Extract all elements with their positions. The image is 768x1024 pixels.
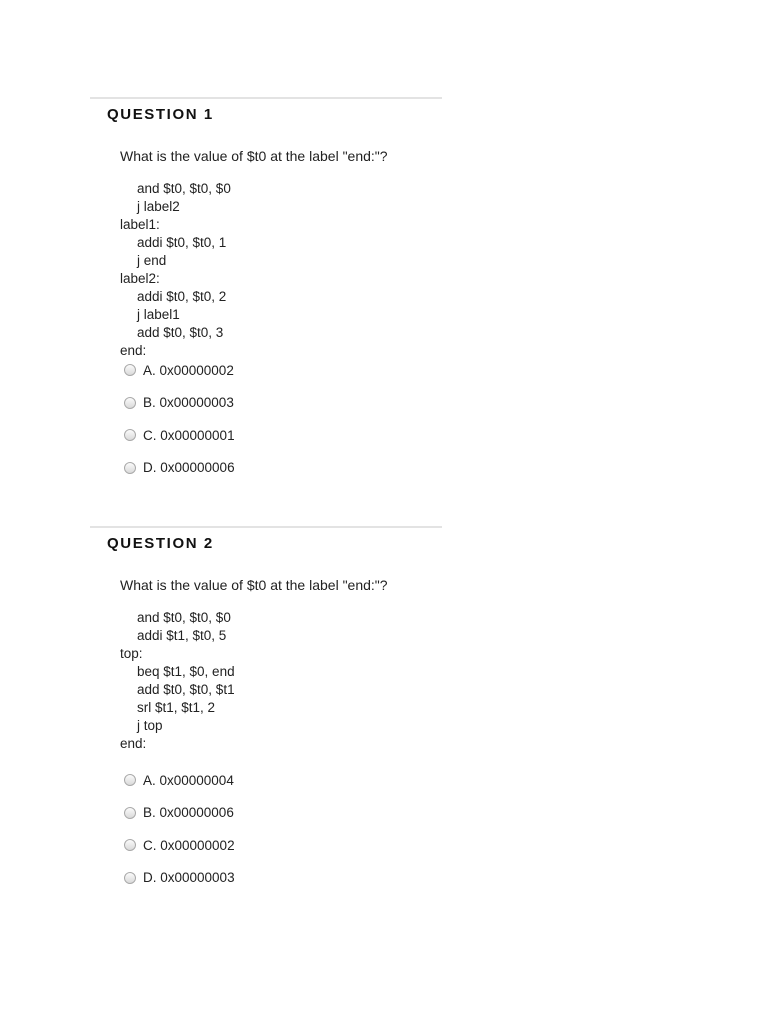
- code-line: addi $t0, $t0, 1: [137, 235, 227, 250]
- radio-button[interactable]: [124, 364, 136, 376]
- answer-label: D. 0x00000003: [143, 870, 235, 885]
- question-divider: [90, 97, 442, 99]
- radio-button[interactable]: [124, 872, 136, 884]
- question-1: [90, 97, 442, 491]
- code-line: addi $t0, $t0, 2: [137, 289, 227, 304]
- answer-option-c[interactable]: [124, 836, 442, 854]
- code-label: label1:: [120, 217, 160, 232]
- radio-button[interactable]: [124, 807, 136, 819]
- code-label: end:: [120, 343, 147, 358]
- code-line: j top: [137, 718, 163, 733]
- code-block: [90, 180, 442, 360]
- code-line: beq $t1, $0, end: [137, 664, 235, 679]
- code-line: addi $t1, $t0, 5: [137, 628, 227, 643]
- answer-option-d[interactable]: [124, 459, 442, 477]
- question-prompt: What is the value of $t0 at the label "end:"?: [120, 577, 388, 593]
- radio-button[interactable]: [124, 429, 136, 441]
- answer-option-c[interactable]: [124, 426, 442, 444]
- answer-option-a[interactable]: [124, 361, 442, 379]
- answer-option-d[interactable]: [124, 869, 442, 887]
- answer-label: A. 0x00000002: [143, 362, 234, 378]
- question-title: QUESTION 2: [107, 535, 214, 552]
- answer-label: C. 0x00000001: [143, 427, 235, 443]
- code-line: add $t0, $t0, $t1: [137, 682, 235, 697]
- code-label: label2:: [120, 271, 160, 286]
- answer-label: B. 0x00000006: [143, 805, 234, 820]
- code-line: srl $t1, $t1, 2: [137, 700, 216, 715]
- answer-label: D. 0x00000006: [143, 460, 235, 475]
- question-title: QUESTION 1: [107, 106, 214, 123]
- code-line: j label1: [137, 307, 180, 322]
- code-label: top:: [120, 646, 143, 661]
- answer-label: A. 0x00000004: [143, 772, 234, 788]
- radio-button[interactable]: [124, 462, 136, 474]
- answer-option-b[interactable]: [124, 804, 442, 822]
- answer-option-a[interactable]: [124, 771, 442, 789]
- radio-button[interactable]: [124, 774, 136, 786]
- answer-options: [124, 361, 442, 477]
- radio-button[interactable]: [124, 839, 136, 851]
- answer-options: [124, 771, 442, 887]
- answer-label: B. 0x00000003: [143, 395, 234, 410]
- code-line: and $t0, $t0, $0: [137, 181, 231, 196]
- question-prompt: What is the value of $t0 at the label "end:"?: [120, 148, 388, 164]
- answer-option-b[interactable]: [124, 394, 442, 412]
- answer-label: C. 0x00000002: [143, 837, 235, 853]
- code-line: j end: [137, 253, 167, 268]
- code-line: j label2: [137, 199, 180, 214]
- question-divider: [90, 526, 442, 528]
- code-label: end:: [120, 736, 147, 751]
- code-line: add $t0, $t0, 3: [137, 325, 224, 340]
- question-2: [90, 526, 442, 901]
- code-line: and $t0, $t0, $0: [137, 610, 231, 625]
- code-block: [90, 609, 442, 753]
- radio-button[interactable]: [124, 397, 136, 409]
